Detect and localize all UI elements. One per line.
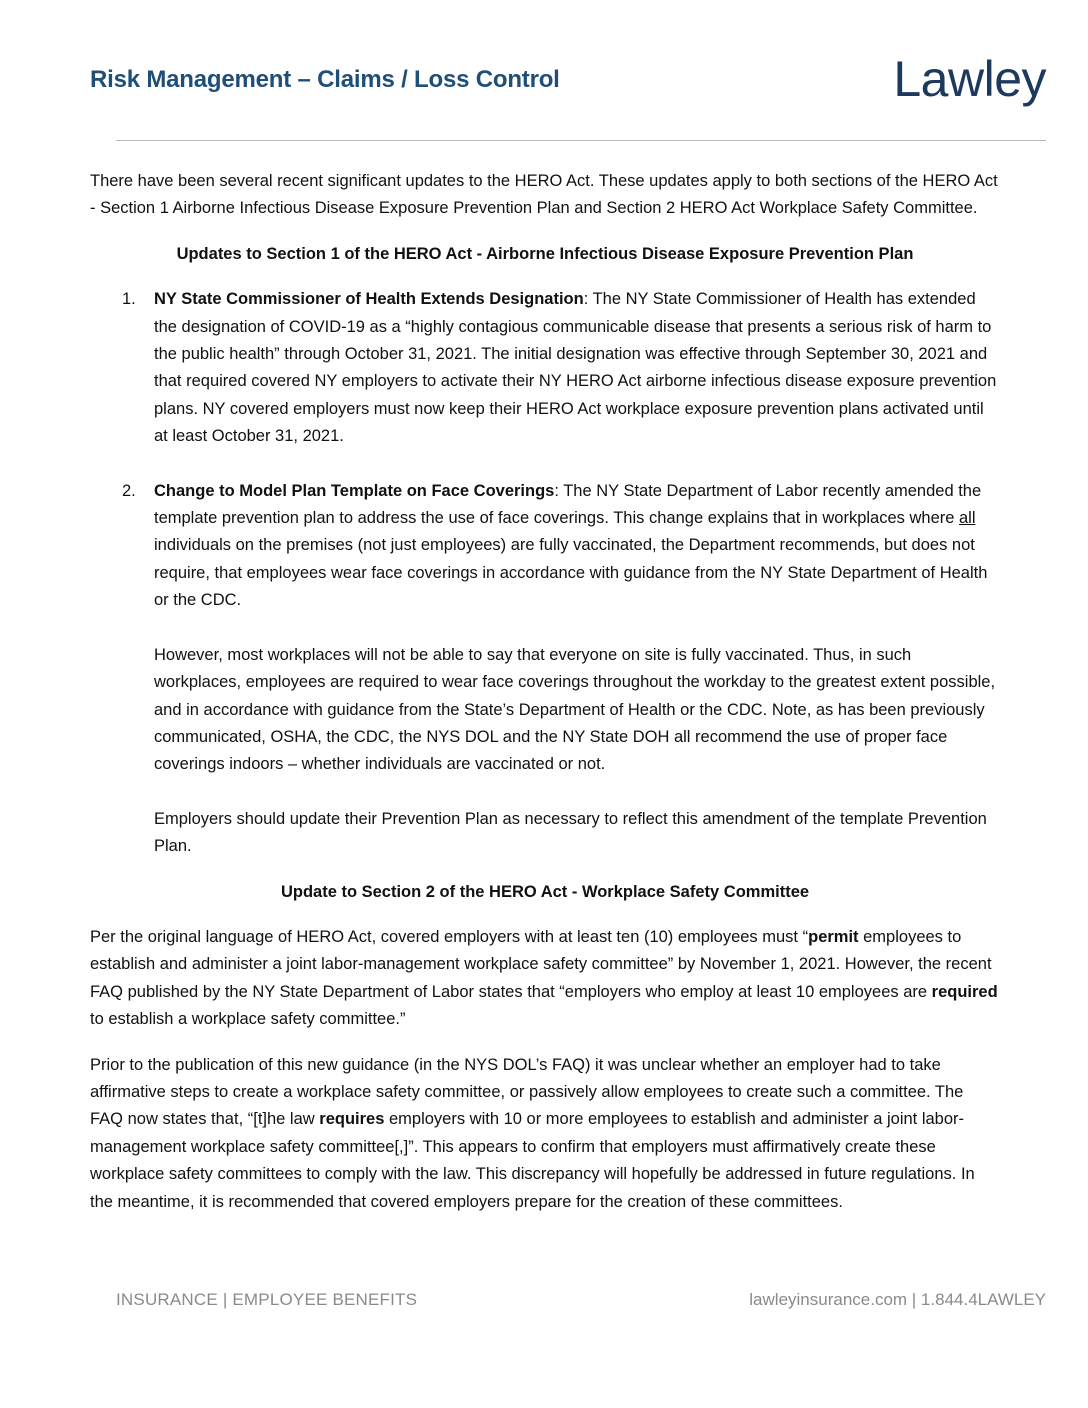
text-run: to establish a workplace safety committee.” [90, 1010, 406, 1029]
section1-list [90, 286, 1000, 860]
document-body [90, 168, 1000, 1234]
list-item-body: : The NY State Department of Labor recently amended the template prevention plan to address the use of face coverings. This change explains that in workplaces where [154, 481, 982, 528]
section1-heading: Updates to Section 1 of the HERO Act - Airborne Infectious Disease Exposure Prevention Plan [176, 244, 914, 263]
footer-tagline: INSURANCE | EMPLOYEE BENEFITS [116, 1290, 418, 1309]
bold-text: permit [808, 927, 859, 946]
list-item-title: NY State Commissioner of Health Extends Designation [154, 290, 584, 309]
list-item-text [154, 478, 1000, 615]
lawley-logo: Lawley [893, 51, 1046, 107]
list-item-body-cont: individuals on the premises (not just employees) are fully vaccinated, the Department recommends, but does not require, that employees wear face coverings in accordance with guidance from the NY State Department of Health or the CDC. [154, 536, 988, 610]
underlined-word: all [959, 509, 976, 528]
list-item-paragraph: However, most workplaces will not be able to say that everyone on site is fully vaccinated. Thus, in such workplaces, employees are required to wear face coverings throughout the workday to the greatest extent possible, and in accordance with guidance from the State’s Department of Health or the CDC. Note, as has been previously communicated, OSHA, the CDC, the NYS DOL and the NY State DOH all recommend the use of proper face coverings indoors – whether individuals are vaccinated or not. [154, 645, 996, 774]
list-item-paragraph: Employers should update their Prevention Plan as necessary to reflect this amendment of the template Prevention Plan. [154, 809, 987, 856]
list-item-text [154, 286, 1000, 450]
section2-paragraph [90, 1052, 1000, 1216]
list-item-number: 1. [122, 290, 136, 309]
section2-heading: Update to Section 2 of the HERO Act - Workplace Safety Committee [280, 882, 810, 901]
list-spacer [90, 451, 1000, 478]
text-run: employees to establish and administer a joint labor-management workplace safety committee” by November 1, 2021. However, the recent FAQ published by the NY State Department of Labor states that “employers who employ at least 10 employees are [90, 927, 992, 1001]
bold-text: required [931, 982, 998, 1001]
intro-paragraph: There have been several recent significant updates to the HERO Act. These updates apply to both sections of the HERO Act - Section 1 Airborne Infectious Disease Exposure Prevention Plan and Section 2 HERO Act Workplace Safety Committee. [90, 172, 998, 218]
text-run: Per the original language of HERO Act, covered employers with at least ten (10) employees must “ [90, 927, 809, 946]
header-divider [116, 140, 1046, 141]
spacer [90, 861, 1000, 879]
list-item-number: 2. [122, 481, 136, 500]
bold-text: requires [319, 1110, 385, 1129]
section2-paragraph [90, 924, 1000, 1034]
text-run: employers with 10 or more employees to establish and administer a joint labor-management workplace safety committee[,]”. This appears to confirm that employers must affirmatively create these workplace safety committees to comply with the law. This discrepancy will hopefully be addressed in future regulations. In the meantime, it is recommended that covered employers prepare for the creation of these committees. [90, 1110, 975, 1211]
list-item-body: : The NY State Commissioner of Health has extended the designation of COVID-19 as a “highly contagious communicable disease that presents a serious risk of harm to the public health” through October 31, 2021. The initial designation was effective through September 30, 2021 and that required covered NY employers to activate their NY HERO Act airborne infectious disease exposure prevention plans. NY covered employers must now keep their HERO Act workplace exposure prevention plans activated until at least October 31, 2021. [154, 290, 997, 446]
list-item [90, 478, 1000, 861]
text-run: Prior to the publication of this new guidance (in the NYS DOL’s FAQ) it was unclear whether an employer had to take affirmative steps to create a workplace safety committee, or passively allow employees to create such a committee. The FAQ now states that, “[t]he law [90, 1055, 964, 1129]
footer-contact: lawleyinsurance.com | 1.844.4LAWLEY [749, 1290, 1046, 1309]
list-item [90, 286, 1000, 450]
page-title: Risk Management – Claims / Loss Control [90, 66, 560, 93]
list-item-title: Change to Model Plan Template on Face Coverings [154, 481, 555, 500]
